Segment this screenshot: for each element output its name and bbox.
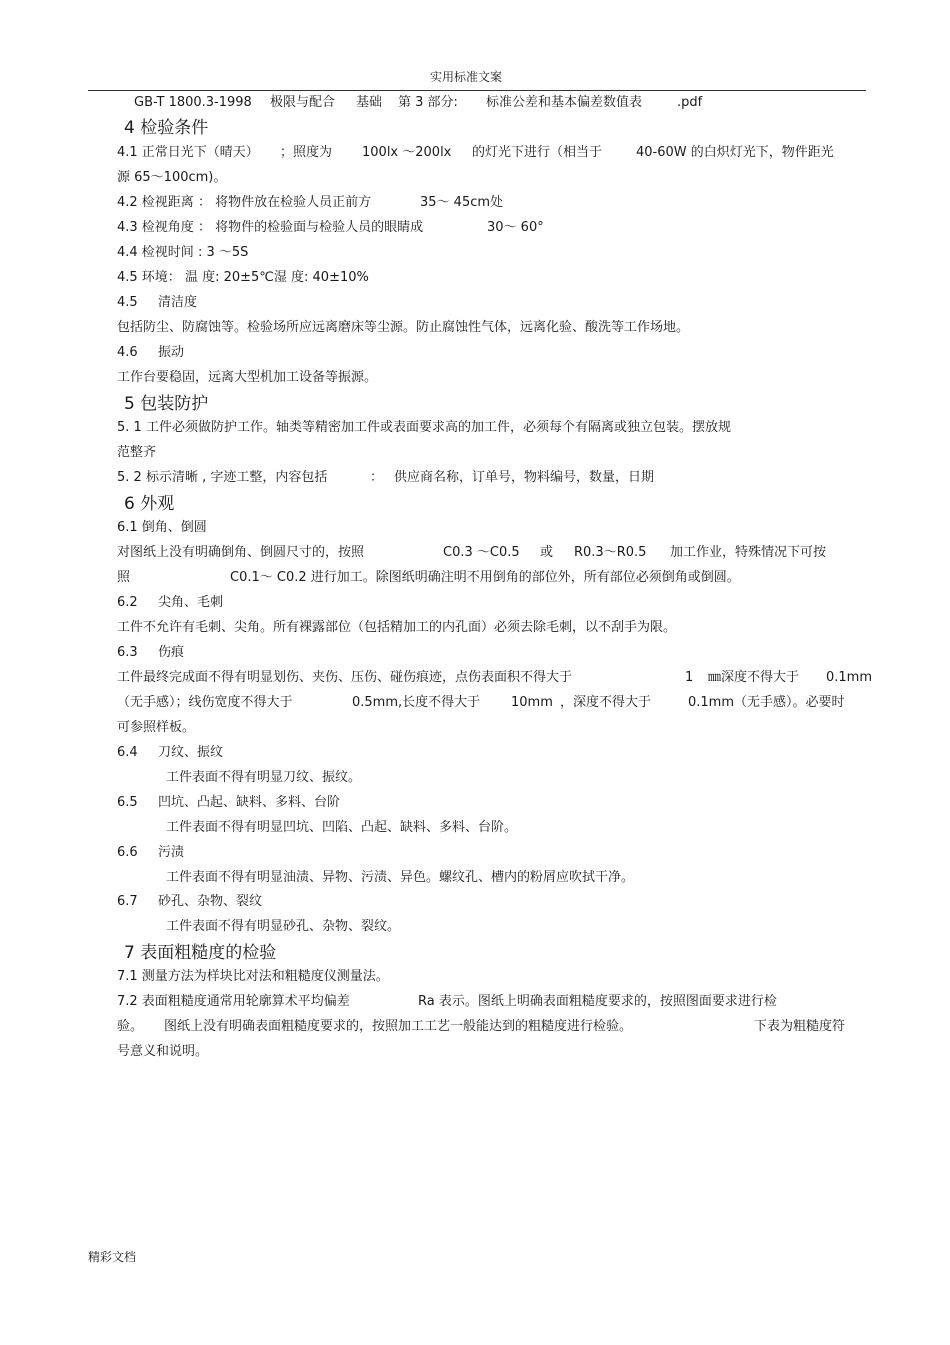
para-4-1-seg: 40-60W 的白炽灯光下，物件距光 [636, 145, 834, 160]
title-part-1: 极限与配合 [270, 95, 336, 110]
para-5-2-seg: 5. 2 标示清晰 , 字迹工整，内容包括 [117, 470, 328, 485]
para-6-1-seg: 照 [117, 570, 131, 585]
title-part-3: 第 3 部分: [398, 95, 458, 110]
para-cleanliness: 包括防尘、防腐蚀等。检验场所应远离磨床等尘源。防止腐蚀性气体，远离化验、酸洗等工作场地。 [117, 320, 690, 335]
para-7-1: 7.1 测量方法为样块比对法和粗糙度仪测量法。 [117, 969, 389, 984]
para-6-7: 工件表面不得有明显砂孔、杂物、裂纹。 [166, 919, 401, 934]
para-4-1-seg: ；照度为 [280, 145, 333, 160]
para-6-3-seg: 0.1mm（无手感）。必要时 [688, 695, 845, 710]
para-4-1-seg: 的灯光下进行（相当于 [472, 145, 603, 160]
para-6-1-seg: C0.3 ～C0.5 [443, 545, 520, 560]
para-4-5: 4.5 环境： 温 度: 20±5℃湿 度: 40±10% [117, 270, 369, 285]
para-6-1-seg: 对图纸上没有明确倒角、倒圆尺寸的，按照 [117, 545, 365, 560]
header-rule [88, 90, 866, 91]
subheading-number: 6.5 [117, 795, 138, 810]
para-7-2-cont [0, 1019, 950, 1035]
para-6-1 [0, 545, 950, 561]
para-5-2 [0, 470, 950, 486]
subheading-6-2 [0, 595, 950, 611]
para-6-1-seg: R0.3～R0.5 [574, 545, 647, 560]
para-7-2-end: 号意义和说明。 [117, 1044, 209, 1059]
para-7-2-seg: 验。 [117, 1019, 144, 1034]
para-6-2: 工件不允许有毛刺、尖角。所有裸露部位（包括精加工的内孔面）必须去除毛刺，以不刮手为限。 [117, 620, 677, 635]
para-4-2-seg: 4.2 检视距离 ： 将物件放在检验人员正前方 [117, 195, 372, 210]
subheading-number: 4.6 [117, 345, 138, 360]
subheading-label: 凹坑、凸起、缺料、多料、台阶 [158, 795, 341, 810]
para-5-2-seg: 供应商名称，订单号，物料编号，数量，日期 [394, 470, 655, 485]
section-7-heading: 7 表面粗糙度的检验 [124, 943, 277, 963]
para-4-4: 4.4 检视时间 : 3 ～5S [117, 245, 249, 260]
subheading-6-1: 6.1 倒角、倒圆 [117, 520, 207, 535]
para-7-2-seg: 下表为粗糙度符 [754, 1019, 846, 1034]
subheading-6-5 [0, 795, 950, 811]
subheading-number: 4.5 [117, 295, 138, 310]
para-6-1-seg: C0.1～ C0.2 进行加工。除图纸明确注明不用倒角的部位外，所有部位必须倒角或倒圆。 [230, 570, 740, 585]
para-4-1-seg: 100lx ～200lx [362, 145, 452, 160]
para-5-2-seg: ： [370, 470, 384, 485]
subheading-number: 6.2 [117, 595, 138, 610]
subheading-label: 刀纹、振纹 [158, 745, 224, 760]
para-6-3-seg: 0.5mm,长度不得大于 [352, 695, 481, 710]
para-4-1 [0, 145, 950, 161]
subheading-cleanliness [0, 295, 950, 311]
subheading-vibration [0, 345, 950, 361]
subheading-number: 6.4 [117, 745, 138, 760]
standard-code: GB-T 1800.3-1998 [134, 95, 252, 110]
para-6-1-cont [0, 570, 950, 586]
para-7-2-seg: Ra 表示。图纸上明确表面粗糙度要求的，按照图面要求进行检 [418, 994, 777, 1009]
page-header-title: 实用标准文案 [430, 70, 503, 84]
subheading-6-6 [0, 845, 950, 861]
subheading-label: 污渍 [158, 845, 185, 860]
para-4-2 [0, 195, 950, 211]
subheading-label: 伤痕 [158, 645, 185, 660]
subheading-number: 6.7 [117, 894, 138, 909]
para-6-3-cont [0, 695, 950, 711]
para-6-1-seg: 或 [540, 545, 554, 560]
para-6-3-seg: 10mm [511, 695, 553, 710]
para-6-6: 工件表面不得有明显油渍、异物、污渍、异色。螺纹孔、槽内的粉屑应吹拭干净。 [166, 870, 635, 885]
title-part-4: 标准公差和基本偏差数值表 [486, 95, 643, 110]
section-4-heading: 4 检验条件 [124, 118, 209, 138]
subheading-6-7 [0, 894, 950, 910]
subheading-6-4 [0, 745, 950, 761]
para-7-2-seg: 7.2 表面粗糙度通常用轮廓算术平均偏差 [117, 994, 350, 1009]
para-4-3-seg: 30～ 60° [487, 220, 544, 235]
para-6-3 [0, 670, 950, 686]
para-6-3-seg: 0.1mm [826, 670, 873, 685]
para-7-2-seg: 图纸上没有明确表面粗糙度要求的，按照加工工艺一般能达到的粗糙度进行检验。 [164, 1019, 633, 1034]
subheading-label: 尖角、毛刺 [158, 595, 224, 610]
para-5-1: 5. 1 工件必须做防护工作。轴类等精密加工件或表面要求高的加工件，必须每个有隔离或独立包装。摆放规 [117, 420, 731, 435]
para-6-3-seg: （无手感）；线伤宽度不得大于 [117, 695, 293, 710]
para-6-4: 工件表面不得有明显刀纹、振纹。 [166, 770, 362, 785]
page-footer: 精彩文档 [88, 1250, 137, 1264]
para-4-3-seg: 4.3 检视角度 ： 将物件的检验面与检验人员的眼睛成 [117, 220, 424, 235]
para-6-3-seg: 工件最终完成面不得有明显划伤、夹伤、压伤、碰伤痕迹，点伤表面积不得大于 [117, 670, 573, 685]
para-4-1-cont: 源 65～100cm)。 [117, 170, 227, 185]
section-6-heading: 6 外观 [124, 494, 175, 514]
para-6-1-seg: 加工作业，特殊情况下可按 [670, 545, 827, 560]
para-4-1-seg: 4.1 正常日光下（晴天） [117, 145, 259, 160]
title-ext: .pdf [677, 95, 703, 110]
para-vibration: 工作台要稳固，远离大型机加工设备等振源。 [117, 370, 378, 385]
section-5-heading: 5 包装防护 [124, 394, 209, 414]
subheading-label: 砂孔、杂物、裂纹 [158, 894, 263, 909]
para-4-3 [0, 220, 950, 236]
subheading-6-3 [0, 645, 950, 661]
para-4-2-seg: 35～ 45cm处 [420, 195, 504, 210]
para-5-1-cont: 范整齐 [117, 445, 157, 460]
para-7-2 [0, 994, 950, 1010]
para-6-3-seg: 1 [685, 670, 694, 685]
title-part-2: 基础 [356, 95, 383, 110]
para-6-3-end: 可参照样板。 [117, 720, 196, 735]
document-title-line [0, 95, 950, 111]
para-6-5: 工件表面不得有明显凹坑、凹陷、凸起、缺料、多料、台阶。 [166, 820, 518, 835]
subheading-label: 清洁度 [158, 295, 198, 310]
subheading-number: 6.3 [117, 645, 138, 660]
para-6-3-seg: ㎜深度不得大于 [708, 670, 800, 685]
subheading-number: 6.6 [117, 845, 138, 860]
subheading-label: 振动 [158, 345, 185, 360]
para-6-3-seg: ，深度不得大于 [560, 695, 652, 710]
